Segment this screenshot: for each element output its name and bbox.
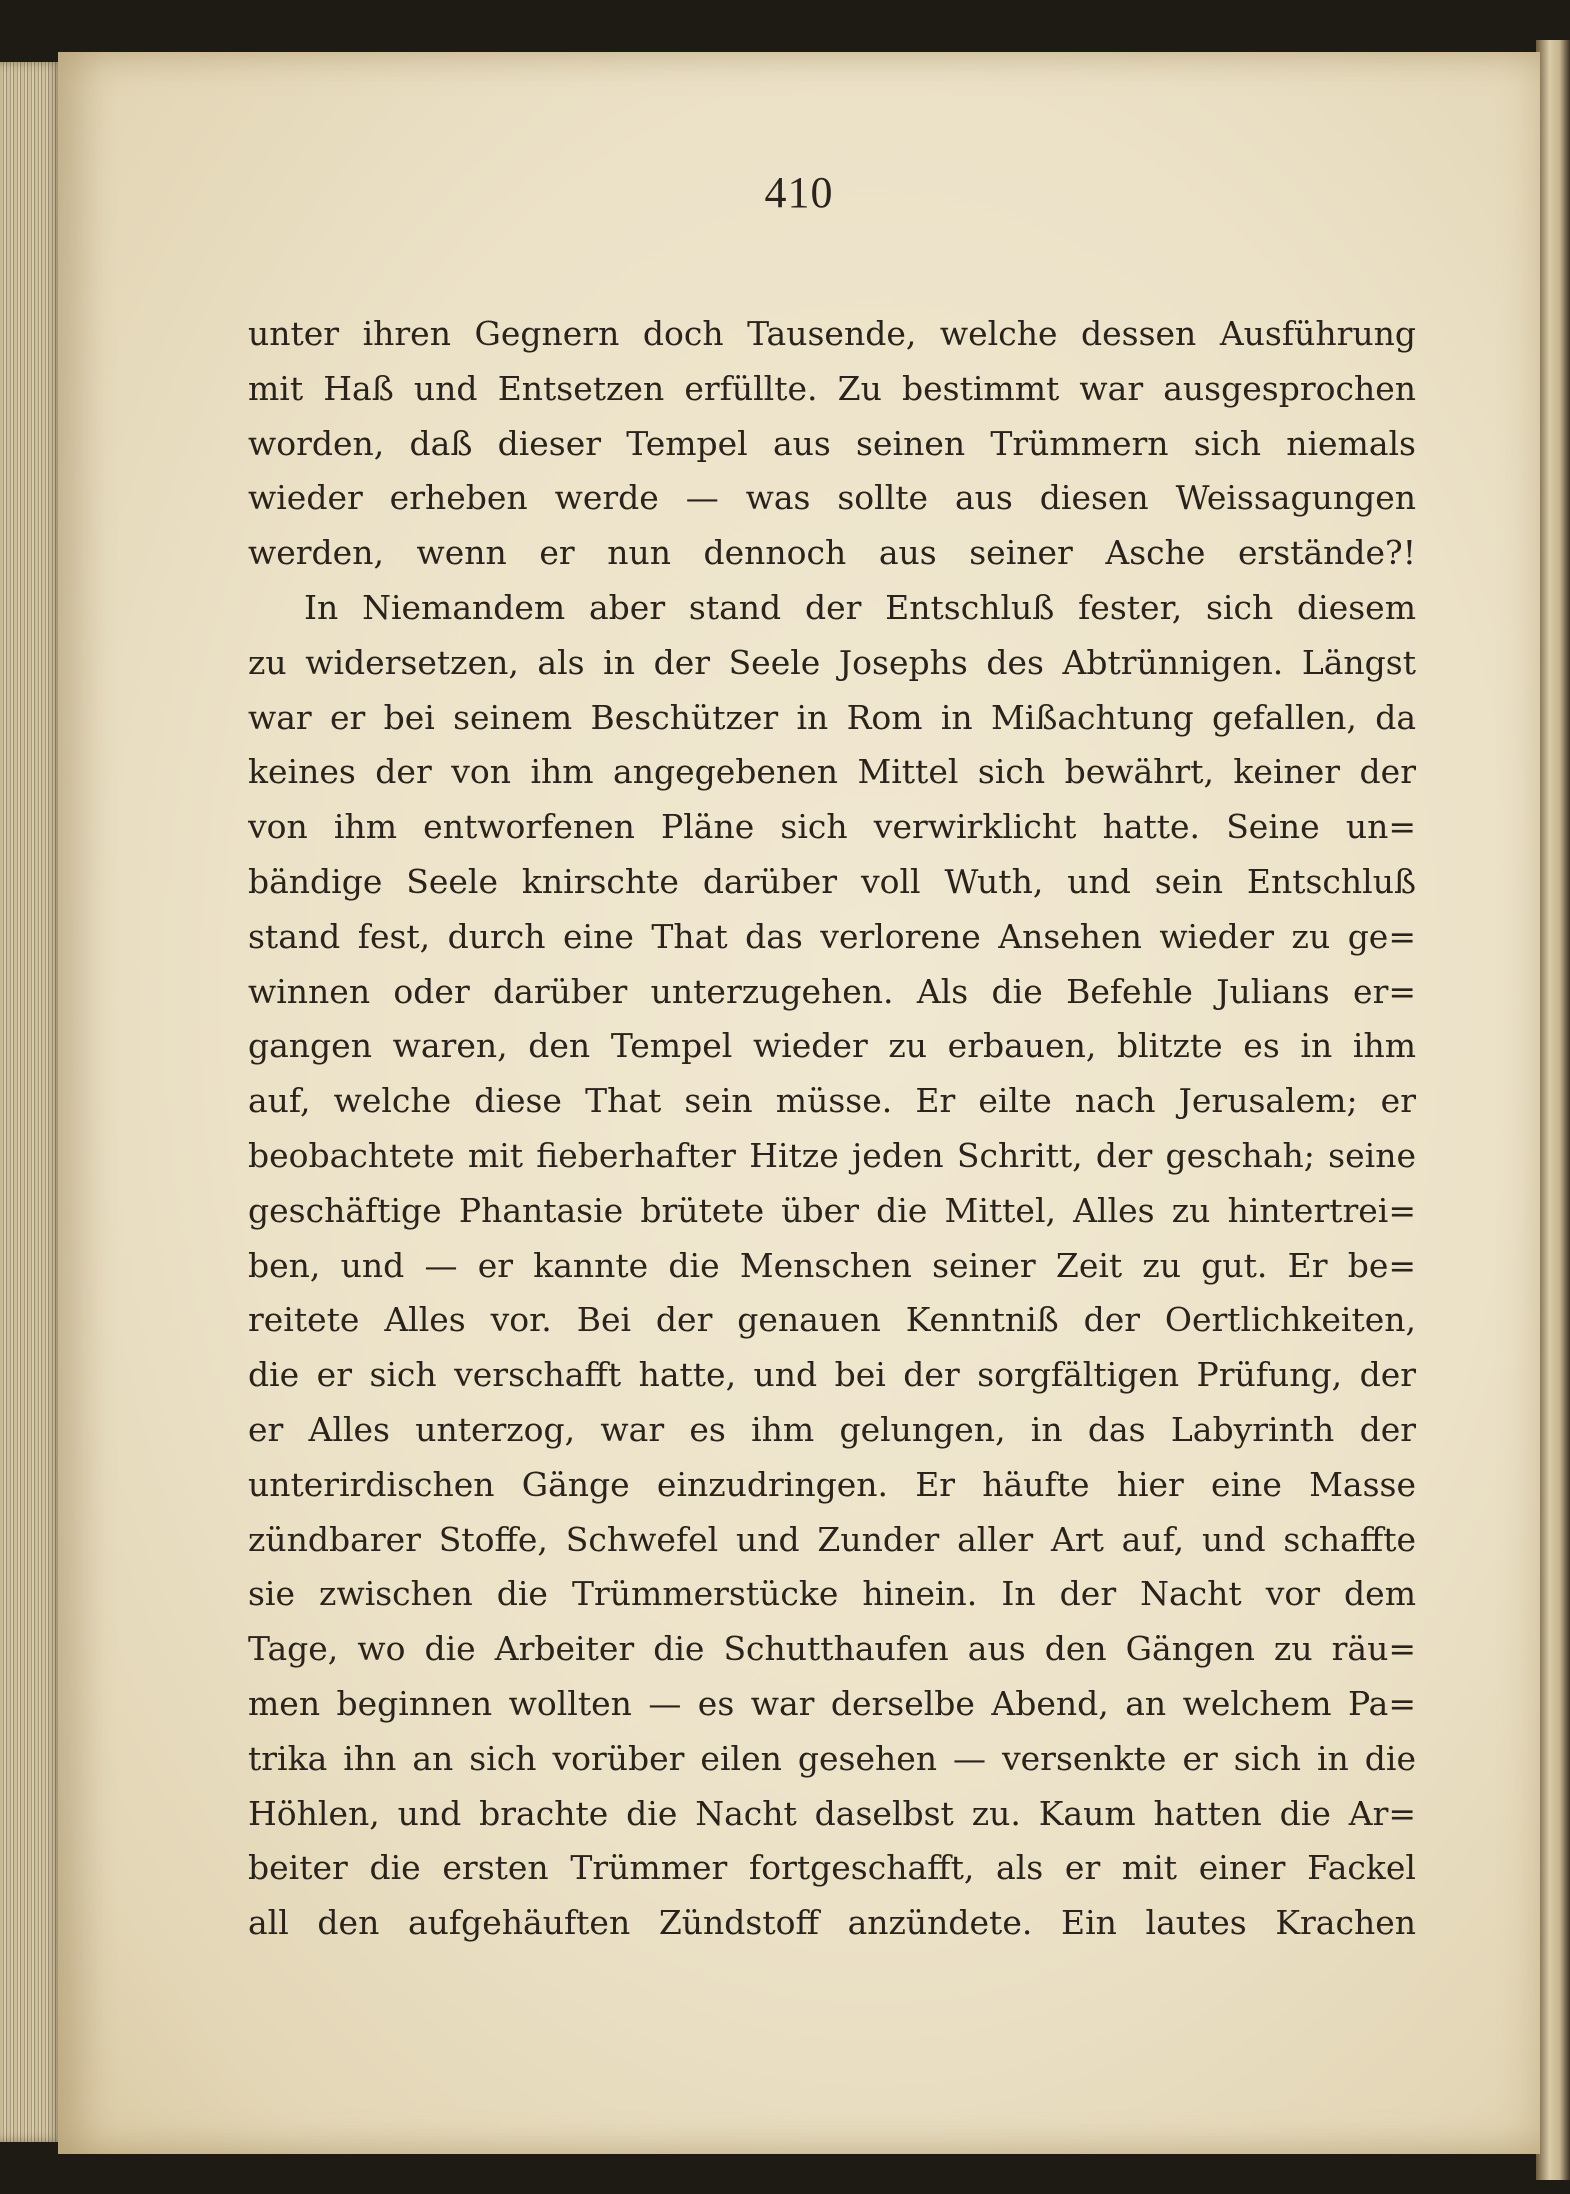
text-line: men beginnen wollten — es war derselbe Abend, an welchem Pa=	[248, 1683, 1416, 1723]
text-line: wieder erheben werde — was sollte aus diesen Weissagungen	[248, 478, 1416, 518]
text-line: beobachtete mit fieberhafter Hitze jeden Schritt, der geschah; seine	[248, 1135, 1416, 1175]
book-page-edges	[0, 62, 62, 2142]
text-line: In Niemandem aber stand der Entschluß fester, sich diesem	[304, 587, 1416, 627]
text-line: stand fest, durch eine That das verlorene Ansehen wieder zu ge=	[248, 916, 1416, 956]
text-line: war er bei seinem Beschützer in Rom in Mißachtung gefallen, da	[248, 697, 1416, 737]
text-line: reitete Alles vor. Bei der genauen Kenntniß der Oertlichkeiten,	[248, 1300, 1416, 1340]
text-line: unterirdischen Gänge einzudringen. Er häufte hier eine Masse	[248, 1464, 1416, 1504]
text-line: Höhlen, und brachte die Nacht daselbst zu. Kaum hatten die Ar=	[248, 1793, 1416, 1833]
text-line: er Alles unterzog, war es ihm gelungen, in das Labyrinth der	[248, 1409, 1416, 1449]
text-line: die er sich verschafft hatte, und bei der sorgfältigen Prüfung, der	[248, 1355, 1416, 1395]
text-line: unter ihren Gegnern doch Tausende, welche dessen Ausführung	[248, 314, 1416, 353]
text-line: winnen oder darüber unterzugehen. Als die Befehle Julians er=	[248, 971, 1416, 1011]
page-text-block	[248, 307, 1416, 1951]
text-line: auf, welche diese That sein müsse. Er eilte nach Jerusalem; er	[248, 1081, 1416, 1121]
text-line: worden, daß dieser Tempel aus seinen Trümmern sich niemals	[248, 423, 1416, 463]
book-spine	[1536, 40, 1570, 2180]
page-number: 410	[764, 168, 834, 217]
text-line: beiter die ersten Trümmer fortgeschafft, als er mit einer Fackel	[248, 1848, 1416, 1888]
text-line: werden, wenn er nun dennoch aus seiner Asche erstände?!	[248, 533, 1416, 573]
text-line: zündbarer Stoffe, Schwefel und Zunder aller Art auf, und schaffte	[248, 1519, 1416, 1559]
text-line: mit Haß und Entsetzen erfüllte. Zu bestimmt war ausgesprochen	[248, 368, 1416, 408]
text-line: von ihm entworfenen Pläne sich verwirklicht hatte. Seine un=	[248, 807, 1416, 847]
text-line: sie zwischen die Trümmerstücke hinein. In der Nacht vor dem	[248, 1574, 1416, 1614]
text-line: keines der von ihm angegebenen Mittel sich bewährt, keiner der	[248, 752, 1416, 792]
book-page	[58, 52, 1540, 2154]
text-line: Tage, wo die Arbeiter die Schutthaufen aus den Gängen zu räu=	[248, 1629, 1416, 1669]
text-line: ben, und — er kannte die Menschen seiner Zeit zu gut. Er be=	[248, 1245, 1416, 1285]
text-line: all den aufgehäuften Zündstoff anzündete. Ein lautes Krachen	[248, 1903, 1416, 1943]
text-line: zu widersetzen, als in der Seele Josephs des Abtrünnigen. Längst	[248, 642, 1416, 682]
text-line: gangen waren, den Tempel wieder zu erbauen, blitzte es in ihm	[248, 1026, 1416, 1066]
text-line: bändige Seele knirschte darüber voll Wuth, und sein Entschluß	[248, 861, 1416, 901]
text-line: trika ihn an sich vorüber eilen gesehen — versenkte er sich in die	[248, 1738, 1416, 1778]
text-line: geschäftige Phantasie brütete über die Mittel, Alles zu hintertrei=	[248, 1190, 1416, 1230]
